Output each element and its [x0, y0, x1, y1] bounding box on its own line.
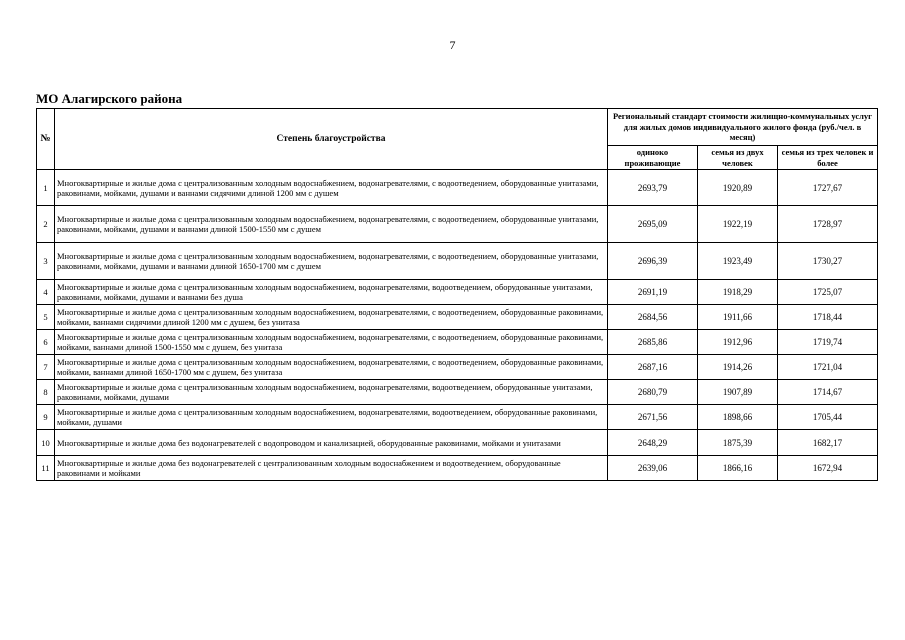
- value-two: 1907,89: [698, 380, 778, 405]
- value-single: 2639,06: [608, 456, 698, 481]
- standards-table: [36, 108, 878, 481]
- row-description: Многоквартирные и жилые дома с централизованным холодным водоснабжением, водонагревателями, с водоотведением, оборудованные унитазами, раковинами, мойками, душами и ваннами длиной 1500-1550 мм с душем: [55, 206, 608, 243]
- header-two-persons: семья из двух человек: [698, 146, 778, 170]
- table-row: [37, 430, 878, 456]
- value-single: 2671,56: [608, 405, 698, 430]
- value-single: 2687,16: [608, 355, 698, 380]
- table-row: [37, 206, 878, 243]
- value-three: 1725,07: [778, 280, 878, 305]
- header-number: №: [37, 109, 55, 170]
- table-row: [37, 355, 878, 380]
- header-description: Степень благоустройства: [55, 109, 608, 170]
- row-description: Многоквартирные и жилые дома с централизованным холодным водоснабжением, водонагревателями, водоотведением, оборудованные унитазами, раковинами, мойками, душами и ваннами без душа: [55, 280, 608, 305]
- value-single: 2691,19: [608, 280, 698, 305]
- row-description: Многоквартирные и жилые дома без водонагревателей с водопроводом и канализацией, оборудованные раковинами, мойками и унитазами: [55, 430, 608, 456]
- table-row: [37, 405, 878, 430]
- value-single: 2648,29: [608, 430, 698, 456]
- row-number: 3: [37, 243, 55, 280]
- value-single: 2693,79: [608, 170, 698, 206]
- table-row: [37, 330, 878, 355]
- value-single: 2695,09: [608, 206, 698, 243]
- value-three: 1728,97: [778, 206, 878, 243]
- row-description: Многоквартирные и жилые дома с централизованным холодным водоснабжением, водонагревателями, с водоотведением, оборудованные унитазами, раковинами, мойками, душами и ваннами длиной 1650-1700 мм с душем: [55, 243, 608, 280]
- header-three-plus: семья из трех человек и более: [778, 146, 878, 170]
- value-three: 1672,94: [778, 456, 878, 481]
- row-description: Многоквартирные и жилые дома с централизованным холодным водоснабжением, водонагревателями, с водоотведением, оборудованные раковинами, мойками, ваннами длиной 1650-1700 мм с душем, без унитаза: [55, 355, 608, 380]
- row-number: 5: [37, 305, 55, 330]
- value-two: 1923,49: [698, 243, 778, 280]
- row-number: 2: [37, 206, 55, 243]
- row-description: Многоквартирные и жилые дома с централизованным холодным водоснабжением, водонагревателями, водоотведением, оборудованные раковинами, мойками, душами: [55, 405, 608, 430]
- value-three: 1705,44: [778, 405, 878, 430]
- row-description: Многоквартирные и жилые дома с централизованным холодным водоснабжением, водонагревателями, с водоотведением, оборудованные раковинами, мойками, ваннами длиной 1500-1550 мм с душем, без унитаза: [55, 330, 608, 355]
- value-single: 2696,39: [608, 243, 698, 280]
- value-two: 1898,66: [698, 405, 778, 430]
- table-row: [37, 170, 878, 206]
- header-standard-group: Региональный стандарт стоимости жилищно-коммунальных услуг для жилых домов индивидуального жилого фонда (руб./чел. в месяц): [608, 109, 878, 146]
- value-two: 1912,96: [698, 330, 778, 355]
- row-number: 6: [37, 330, 55, 355]
- value-two: 1911,66: [698, 305, 778, 330]
- value-three: 1730,27: [778, 243, 878, 280]
- value-two: 1875,39: [698, 430, 778, 456]
- value-two: 1922,19: [698, 206, 778, 243]
- row-description: Многоквартирные и жилые дома с централизованным холодным водоснабжением, водонагревателями, с водоотведением, оборудованные унитазами, раковинами, мойками, душами и ваннами сидячими длиной 1200 мм с душем: [55, 170, 608, 206]
- value-three: 1727,67: [778, 170, 878, 206]
- value-three: 1682,17: [778, 430, 878, 456]
- value-three: 1718,44: [778, 305, 878, 330]
- page-number: 7: [449, 38, 456, 52]
- row-number: 11: [37, 456, 55, 481]
- value-two: 1920,89: [698, 170, 778, 206]
- value-single: 2684,56: [608, 305, 698, 330]
- row-number: 1: [37, 170, 55, 206]
- section-title: МО Алагирского района: [36, 91, 183, 106]
- value-single: 2685,86: [608, 330, 698, 355]
- row-number: 7: [37, 355, 55, 380]
- value-three: 1719,74: [778, 330, 878, 355]
- value-three: 1721,04: [778, 355, 878, 380]
- row-description: Многоквартирные и жилые дома без водонагревателей с централизованным холодным водоснабжением и водоотведением, оборудованные раковинами и мойками: [55, 456, 608, 481]
- value-two: 1914,26: [698, 355, 778, 380]
- value-single: 2680,79: [608, 380, 698, 405]
- value-three: 1714,67: [778, 380, 878, 405]
- table-row: [37, 305, 878, 330]
- table-row: [37, 280, 878, 305]
- row-number: 4: [37, 280, 55, 305]
- row-description: Многоквартирные и жилые дома с централизованным холодным водоснабжением, водонагревателями, с водоотведением, оборудованные раковинами, мойками, ваннами сидячими длиной 1200 мм с душем, без унитаза: [55, 305, 608, 330]
- row-description: Многоквартирные и жилые дома с централизованным холодным водоснабжением, водонагревателями, водоотведением, оборудованные унитазами, раковинами, мойками, душами: [55, 380, 608, 405]
- table-row: [37, 456, 878, 481]
- header-single: одиноко проживающие: [608, 146, 698, 170]
- value-two: 1866,16: [698, 456, 778, 481]
- table-row: [37, 243, 878, 280]
- table-row: [37, 380, 878, 405]
- row-number: 9: [37, 405, 55, 430]
- row-number: 10: [37, 430, 55, 456]
- value-two: 1918,29: [698, 280, 778, 305]
- row-number: 8: [37, 380, 55, 405]
